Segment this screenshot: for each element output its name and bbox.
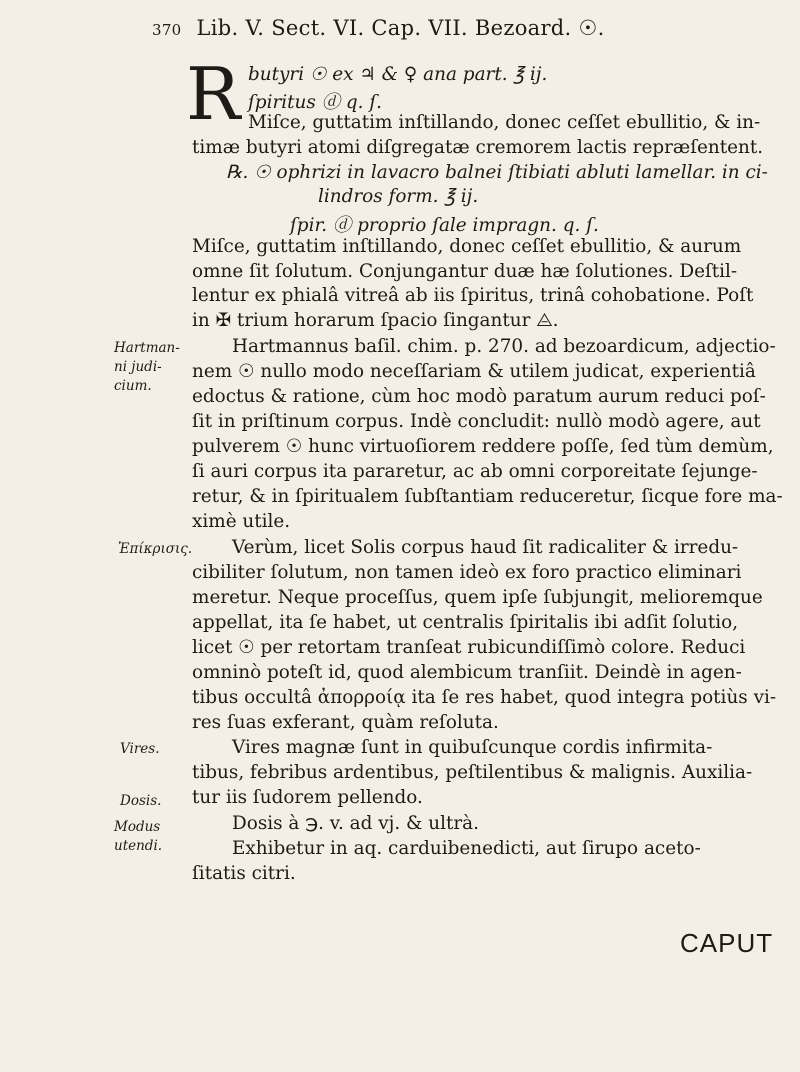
margin-note-dosis: Dosis.	[120, 793, 162, 809]
page-number: 370	[152, 21, 182, 39]
text-line: nem ☉ nullo modo neceſſariam & utilem judicat, experientiâ	[192, 361, 756, 382]
text-line: Hartmannus baſil. chim. p. 270. ad bezoardicum, adjectio-	[232, 336, 776, 357]
text-line: omninò poteſt id, quod alembicum tranſiit. Deindè in agen-	[192, 662, 742, 683]
text-line: tibus occultâ ἀπορροίᾳ ita ſe res habet, quod integra potiùs vi-	[192, 687, 777, 708]
recipe-line: Miſce, guttatim inſtillando, donec ceſſet ebullitio, & in-	[248, 112, 761, 133]
text-line: edoctus & ratione, cùm hoc modò paratum aurum reduci poſ-	[192, 386, 766, 407]
recipe-line: ſpiritus ⓓ q. ſ.	[248, 92, 383, 113]
running-head-title: Lib. V. Sect. VI. Cap. VII. Bezoard. ☉.	[196, 16, 605, 40]
catchword: CAPUT	[680, 928, 774, 958]
text-line: lentur ex phialâ vitreâ ab iis ſpiritus, trinâ cohobatione. Poſt	[192, 285, 754, 306]
text-line: Vires magnæ ſunt in quibuſcunque cordis infirmita-	[232, 737, 713, 758]
text-line: appellat, ita ſe habet, ut centralis ſpiritalis ibi adſit ſolutio,	[192, 612, 739, 633]
text-line: in ✠ trium horarum ſpacio ſingantur ⨺.	[192, 310, 559, 331]
text-line: timæ butyri atomi diſgregatæ cremorem lactis repræſentent.	[192, 137, 764, 158]
text-line: ℞. ☉ ophrizi in lavacro balnei ſtibiati abluti lamellar. in ci-	[226, 162, 768, 183]
recipe-line: butyri ☉ ex ♃ & ♀ ana part. ℥ ij.	[248, 64, 548, 85]
drop-cap: R	[186, 52, 241, 136]
margin-note-vires: Vires.	[120, 741, 160, 757]
margin-note-epikrisis: Ἐπίκρισις.	[118, 541, 193, 557]
text-line: res ſuas exferant, quàm reſoluta.	[192, 712, 499, 733]
text-line: tur iis ſudorem pellendo.	[192, 787, 423, 808]
text-line: ſpir. ⓓ proprio ſale impragn. q. ſ.	[290, 215, 599, 236]
text-line: ſi auri corpus ita pararetur, ac ab omni corporeitate ſejunge-	[192, 461, 758, 482]
text-line: ſitatis citri.	[192, 863, 296, 884]
text-line: ximè utile.	[192, 511, 291, 532]
text-line: meretur. Neque proceſſus, quem ipſe ſubjungit, melioremque	[192, 587, 763, 608]
text-line: lindros form. ℥ ij.	[318, 186, 479, 207]
margin-note-modus: Modus utendi.	[114, 819, 163, 854]
text-line: cibiliter ſolutum, non tamen ideò ex foro practico eliminari	[192, 562, 742, 583]
text-line: ſit in priſtinum corpus. Indè concludit: nullò modò agere, aut	[192, 411, 761, 432]
text-line: tibus, febribus ardentibus, peſtilentibus & malignis. Auxilia-	[192, 762, 753, 783]
text-line: Dosis à ℈. v. ad vj. & ultrà.	[232, 813, 479, 834]
running-head	[152, 16, 772, 40]
text-line: Miſce, guttatim inſtillando, donec ceſſet ebullitio, & aurum	[192, 236, 742, 257]
text-line: omne ſit ſolutum. Conjungantur duæ hæ ſolutiones. Deſtil-	[192, 261, 738, 282]
text-line: pulverem ☉ hunc virtuoſiorem reddere poſſe, ſed tùm demùm,	[192, 436, 774, 457]
text-line: licet ☉ per retortam tranſeat rubicundiſſimò colore. Reduci	[192, 637, 746, 658]
text-line: Verùm, licet Solis corpus haud ſit radicaliter & irredu-	[232, 537, 739, 558]
text-line: Exhibetur in aq. carduibenedicti, aut ſirupo aceto-	[232, 838, 701, 859]
margin-note-hartmann: Hartman- ni judi- cium.	[114, 340, 180, 394]
text-line: retur, & in ſpiritualem ſubſtantiam reduceretur, ſicque fore ma-	[192, 486, 783, 507]
